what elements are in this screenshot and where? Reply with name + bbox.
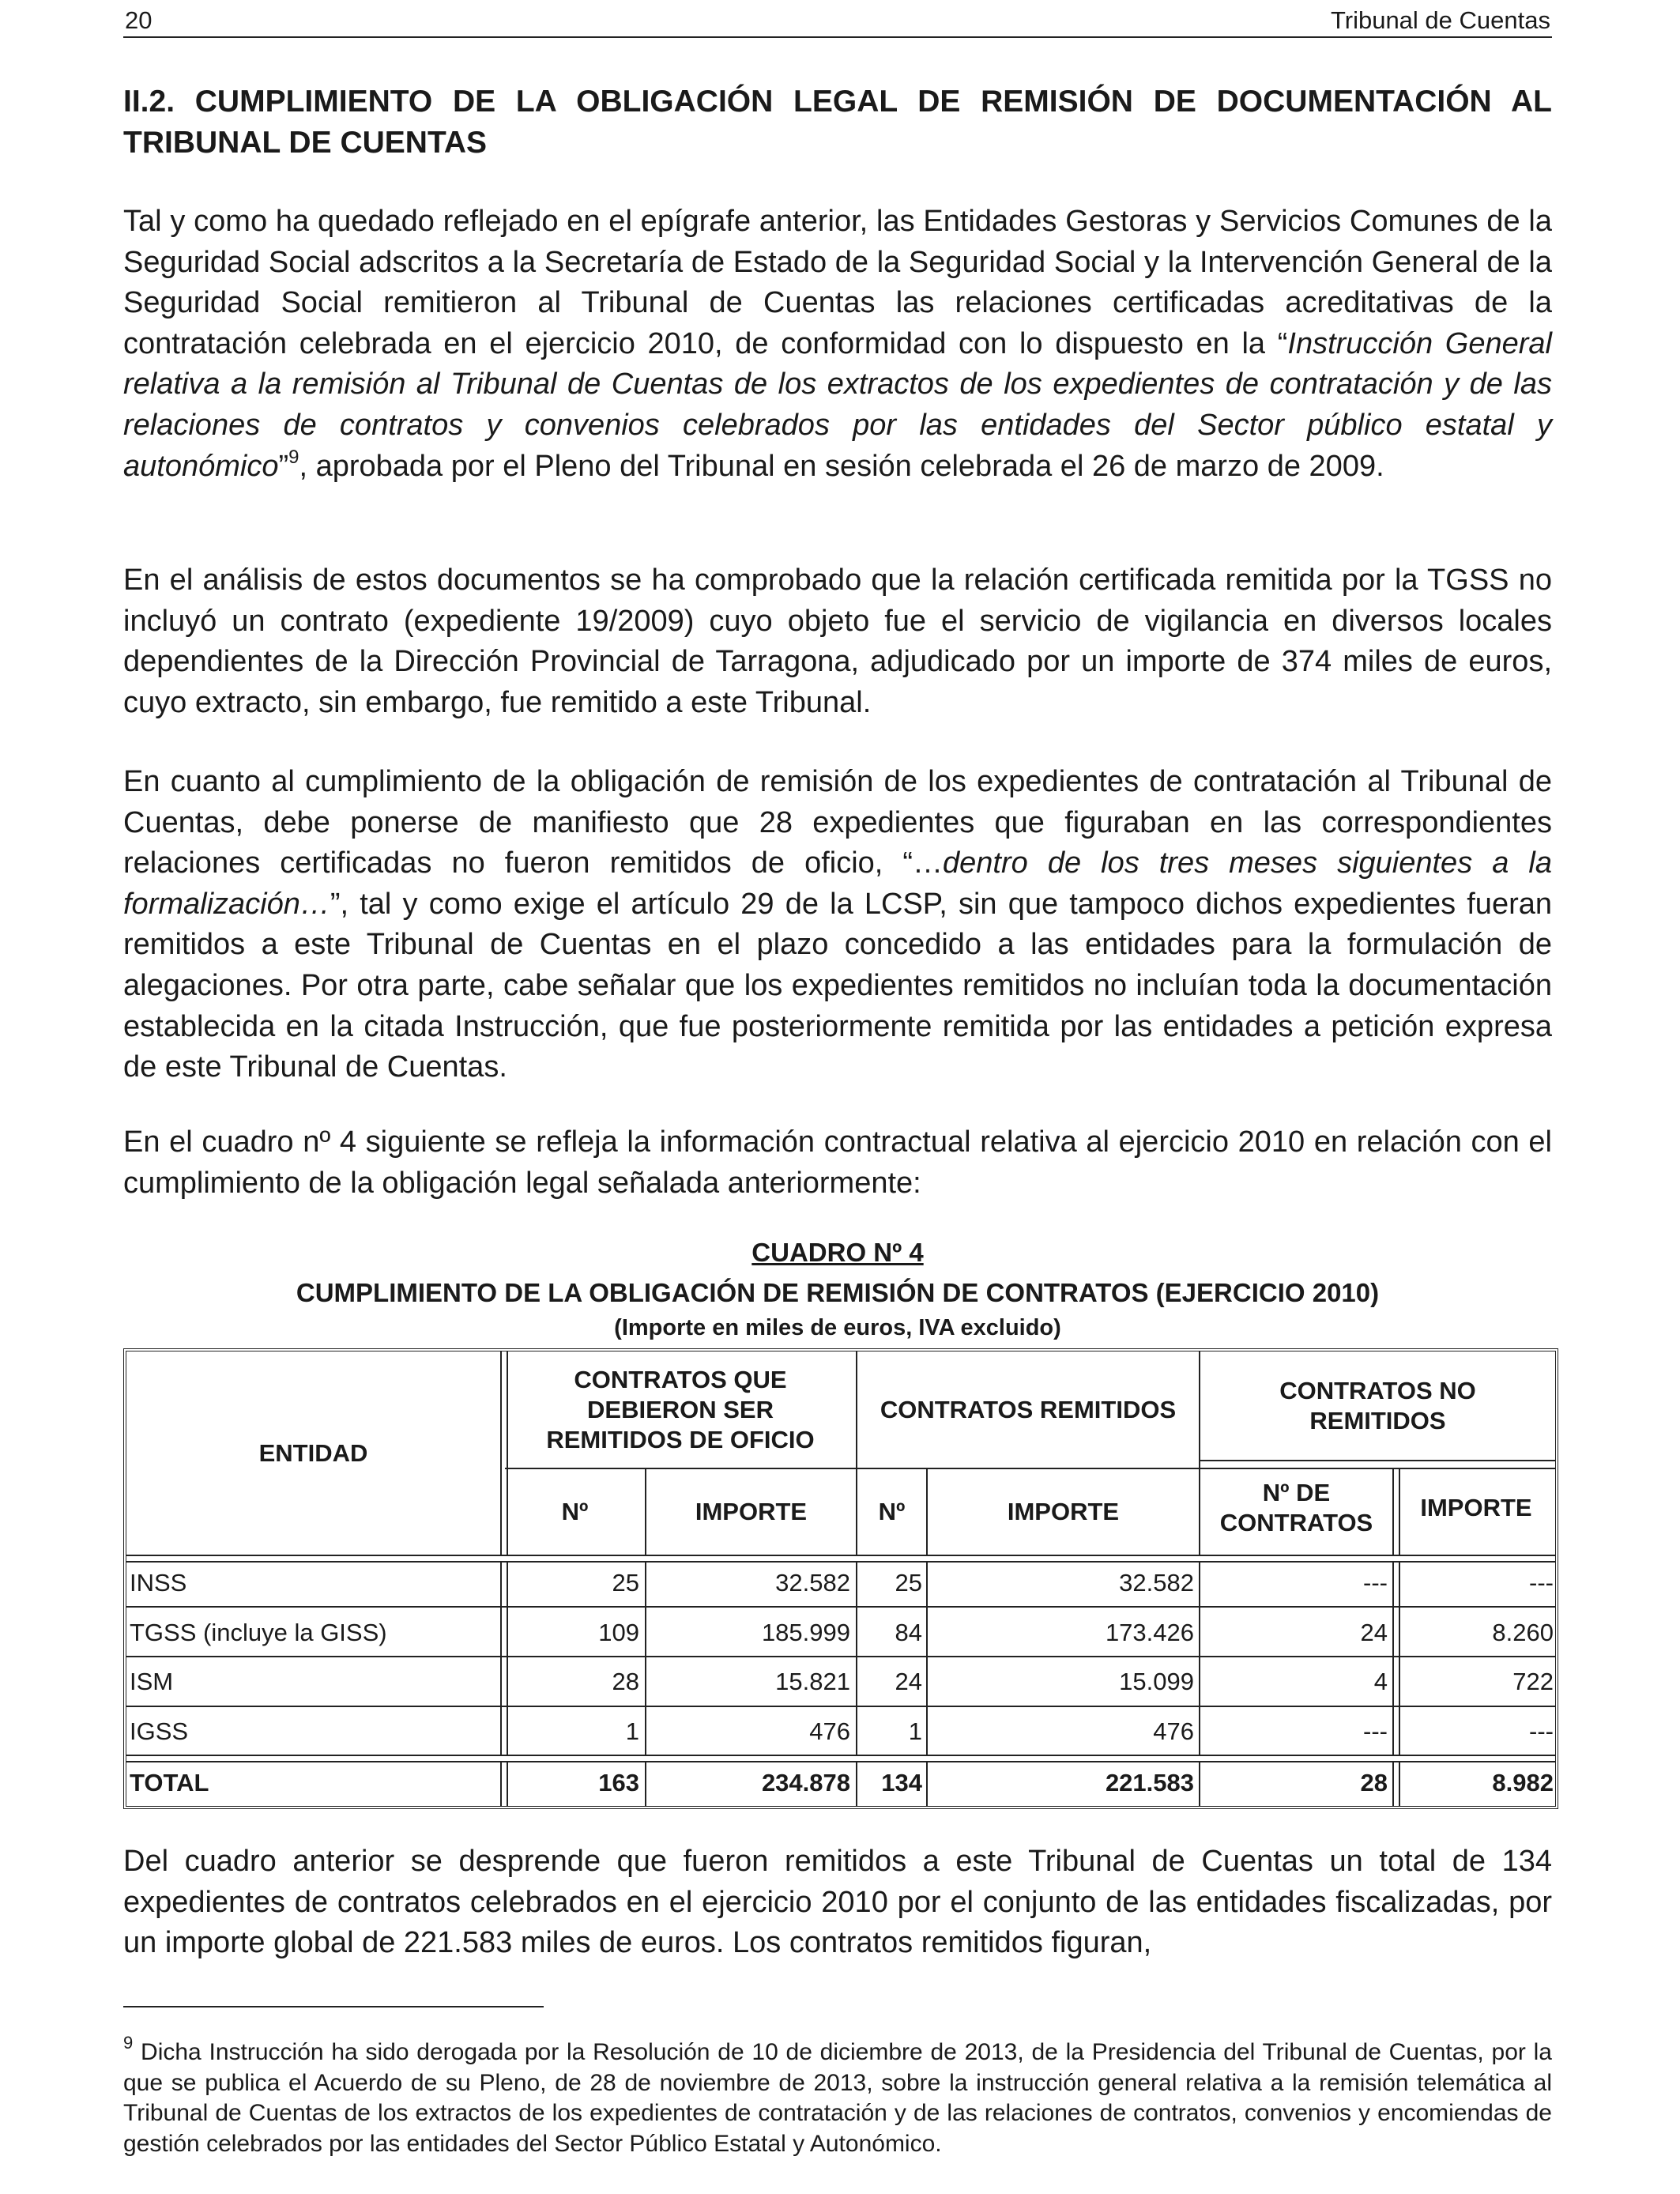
p1-text-end: , aprobada por el Pleno del Tribunal en sesión celebrada el 26 de marzo de 2009. xyxy=(299,449,1384,483)
table-divider xyxy=(126,1706,1555,1707)
paragraph-1 xyxy=(123,202,1552,487)
total-importe3: 8.982 xyxy=(1492,1769,1554,1796)
row-importe2: 476 xyxy=(1153,1717,1194,1745)
header-n: Nº xyxy=(561,1498,589,1525)
row-n2: 24 xyxy=(895,1668,922,1695)
header-importe: IMPORTE xyxy=(1007,1498,1120,1525)
row-n1: 1 xyxy=(625,1717,639,1745)
total-label: TOTAL xyxy=(130,1769,209,1796)
row-importe3: --- xyxy=(1529,1717,1554,1745)
total-n3: 28 xyxy=(1360,1769,1388,1796)
row-n3: 4 xyxy=(1373,1668,1388,1695)
footnote xyxy=(123,2033,1552,2159)
table-divider xyxy=(126,1606,1555,1608)
footnote-reference[interactable]: 9 xyxy=(288,446,299,468)
row-entidad: IGSS xyxy=(130,1717,189,1745)
page-number: 20 xyxy=(125,6,153,34)
paragraph-4: En el cuadro nº 4 siguiente se refleja la información contractual relativa al ejercicio 2010 en relación con el cumplimiento de la obligación legal señalada anteriormente: xyxy=(123,1125,1552,1200)
p3-text-end: ”, tal y como exige el artículo 29 de la LCSP, sin que tampoco dichos expedientes fueran remitidos a este Tribunal de Cuentas en el plazo concedido a las entidades para la formulación de alegaciones. Por otra parte, cabe señalar que los expedientes remitidos no incluían toda la documentación establecida en la citada Instrucción, que fue posteriormente remitida por las entidades a petición expresa de este Tribunal de Cuentas. xyxy=(123,887,1552,1084)
row-importe1: 476 xyxy=(809,1717,850,1745)
row-importe3: 722 xyxy=(1512,1668,1554,1695)
header-n-contratos: Nº DE CONTRATOS xyxy=(1219,1479,1373,1536)
header-group-no-remitidos: CONTRATOS NO REMITIDOS xyxy=(1279,1376,1476,1434)
running-header xyxy=(123,5,1552,38)
header-entidad: ENTIDAD xyxy=(258,1438,368,1467)
paragraph-5: Del cuadro anterior se desprende que fueron remitidos a este Tribunal de Cuentas un total de 134 expedientes de contratos celebrados en el ejercicio 2010 por el conjunto de las entidades fiscalizadas, por un importe global de 221.583 miles de euros. Los contratos remitidos figuran, xyxy=(123,1845,1552,1960)
footnote-marker: 9 xyxy=(123,2033,134,2053)
header-importe: IMPORTE xyxy=(695,1498,808,1525)
paragraph-2: En el análisis de estos documentos se ha comprobado que la relación certificada remitida por la TGSS no incluyó un contrato (expediente 19/2009) cuyo objeto fue el servicio de vigilancia en diversos locales dependientes de la Dirección Provincial de Tarragona, adjudicado por un importe de 374 miles de euros, cuyo extracto, sin embargo, fue remitido a este Tribunal. xyxy=(123,564,1552,719)
p1-text: Tal y como ha quedado reflejado en el epígrafe anterior, las Entidades Gestoras y Servicios Comunes de la Seguridad Social adscritos a la Secretaría de Estado de la Seguridad Social y la Intervención General de la Seguridad Social remitieron al Tribunal de Cuentas las relaciones certificadas acreditativas de la contratación celebrada en el ejercicio 2010, de conformidad con lo dispuesto en la “ xyxy=(123,205,1552,360)
row-n3: 24 xyxy=(1360,1619,1388,1646)
footnote-separator xyxy=(123,2006,544,2007)
row-importe1: 15.821 xyxy=(775,1668,850,1695)
p1-close-quote: ” xyxy=(278,449,289,483)
total-n1: 163 xyxy=(598,1769,639,1796)
header-group-debieron: CONTRATOS QUE DEBIERON SER REMITIDOS DE OFICIO xyxy=(546,1365,815,1453)
row-importe3: 8.260 xyxy=(1492,1619,1554,1646)
header-group-remitidos: CONTRATOS REMITIDOS xyxy=(880,1395,1177,1423)
row-importe1: 32.582 xyxy=(775,1569,850,1596)
header-n: Nº xyxy=(878,1498,906,1525)
row-importe2: 173.426 xyxy=(1105,1619,1194,1646)
footnote-text: Dicha Instrucción ha sido derogada por la Resolución de 10 de diciembre de 2013, de la Presidencia del Tribunal de Cuentas, por la que se publica el Acuerdo de su Pleno, de 28 de noviembre de 2013, sobre la instrucción general relativa a la remisión telemática al Tribunal de Cuentas de los extractos de los expedientes de contratación y de las relaciones de contratos, convenios y encomiendas de gestión celebrados por las entidades del Sector Público Estatal y Autonómico. xyxy=(123,2039,1552,2157)
table-divider xyxy=(126,1656,1555,1657)
running-title: Tribunal de Cuentas xyxy=(1330,6,1550,34)
row-n3: --- xyxy=(1363,1569,1388,1596)
row-entidad: ISM xyxy=(130,1668,174,1695)
row-n2: 84 xyxy=(895,1619,922,1646)
total-n2: 134 xyxy=(881,1769,922,1796)
paragraph-3 xyxy=(123,762,1552,1088)
row-n2: 25 xyxy=(895,1569,922,1596)
row-importe1: 185.999 xyxy=(761,1619,850,1646)
table-unit-note: (Importe en miles de euros, IVA excluido) xyxy=(614,1315,1061,1340)
row-importe2: 15.099 xyxy=(1119,1668,1194,1695)
row-importe2: 32.582 xyxy=(1119,1569,1194,1596)
row-importe3: --- xyxy=(1529,1569,1554,1596)
compliance-table xyxy=(123,1348,1558,1809)
table-title: CUMPLIMIENTO DE LA OBLIGACIÓN DE REMISIÓN DE CONTRATOS (EJERCICIO 2010) xyxy=(296,1278,1380,1307)
row-n1: 25 xyxy=(612,1569,639,1596)
row-n1: 28 xyxy=(612,1668,639,1695)
row-n1: 109 xyxy=(598,1619,639,1646)
total-importe2: 221.583 xyxy=(1105,1769,1194,1796)
header-importe: IMPORTE xyxy=(1420,1494,1532,1521)
row-n2: 1 xyxy=(908,1717,922,1745)
total-importe1: 234.878 xyxy=(761,1769,850,1796)
p1-instruction-title: Instrucción General relativa a la remisión al Tribunal de Cuentas de los extractos de los expedientes de contratación y de las relaciones de contratos y convenios celebrados por las entidades del Sector público estatal y autonómico xyxy=(123,326,1553,483)
p3-text: En cuanto al cumplimiento de la obligación de remisión de los expedientes de contratación al Tribunal de Cuentas, debe ponerse de manifiesto que 28 expedientes que figuraban en las correspondientes relaciones certificadas no fueron remitidos de oficio, “… xyxy=(123,765,1552,880)
table-divider xyxy=(126,1555,1555,1563)
row-n3: --- xyxy=(1363,1717,1388,1745)
p3-quote: dentro de los tres meses siguientes a la formalización… xyxy=(123,846,1552,921)
table-number: CUADRO Nº 4 xyxy=(751,1238,924,1267)
table-divider xyxy=(126,1755,1555,1762)
row-entidad: INSS xyxy=(130,1569,187,1596)
row-entidad: TGSS (incluye la GISS) xyxy=(130,1619,387,1646)
section-heading: II.2. CUMPLIMIENTO DE LA OBLIGACIÓN LEGAL DE REMISIÓN DE DOCUMENTACIÓN AL TRIBUNAL DE CUENTAS xyxy=(123,85,1552,160)
